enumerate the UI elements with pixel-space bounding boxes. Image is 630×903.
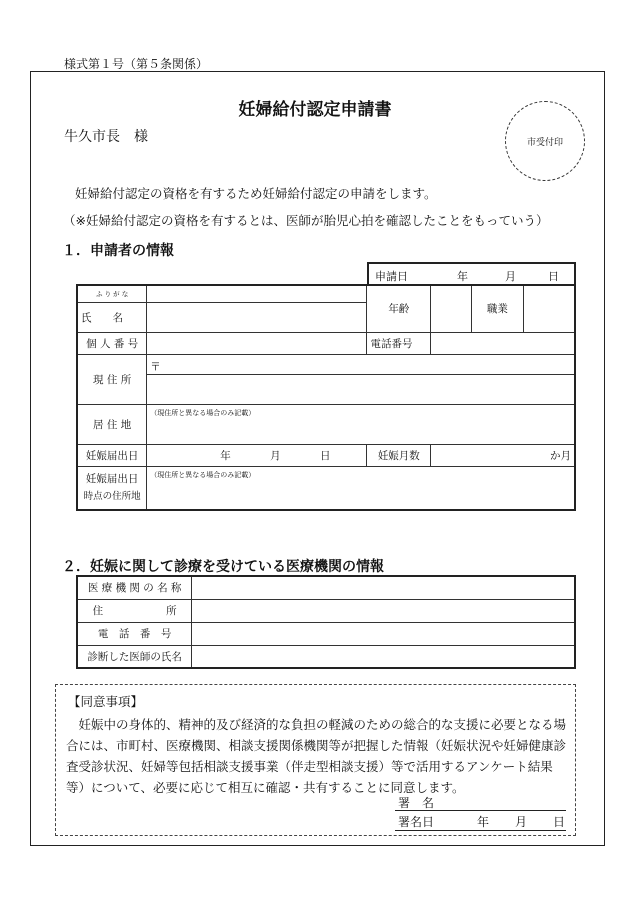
receipt-stamp-area [505, 101, 585, 181]
preg-date-field[interactable] [147, 444, 367, 466]
preg-year: 年 [220, 449, 231, 462]
application-date-label: 申請日 [375, 270, 408, 283]
application-date-row [367, 262, 576, 285]
preg-months-label: 妊娠月数 [367, 444, 431, 466]
doctor-name-label: 診断した医師の氏名 [77, 645, 192, 668]
section1-heading: １．申請者の情報 [62, 243, 174, 259]
date-month: 月 [505, 270, 516, 283]
institution-phone-field[interactable] [192, 622, 575, 645]
id-number-field[interactable] [147, 332, 367, 354]
signature-date-label: 署名日 [398, 815, 435, 829]
job-field[interactable] [523, 285, 575, 332]
address-label: 現 住 所 [77, 354, 147, 404]
signature-day: 日 [553, 815, 566, 829]
signature-year: 年 [477, 815, 490, 829]
intro-text: 妊婦給付認定の資格を有するため妊婦給付認定の申請をします。 [75, 186, 437, 201]
signature-month: 月 [515, 815, 528, 829]
institution-name-label: 医 療 機 関 の 名 称 [77, 576, 192, 599]
consent-heading: 【同意事項】 [68, 694, 144, 709]
signature-line[interactable] [395, 810, 566, 811]
section2-heading: ２．妊娠に関して診療を受けている医療機関の情報 [62, 559, 384, 575]
addressee: 牛久市長 様 [64, 129, 148, 145]
signature-date-line[interactable] [395, 830, 566, 831]
institution-address-label: 住 所 [77, 599, 192, 622]
institution-address-field[interactable] [192, 599, 575, 622]
phone-label: 電話番号 [367, 332, 431, 354]
signature-label: 署 名 [398, 796, 435, 810]
preg-month: 月 [270, 449, 281, 462]
preg-addr-label-1: 妊娠届出日 [85, 472, 139, 485]
id-number-label: 個 人 番 号 [77, 332, 147, 354]
preg-addr-label-2: 時点の住所地 [83, 490, 141, 502]
phone-field[interactable] [431, 332, 575, 354]
furigana-label: ふ り が な [77, 285, 147, 302]
applicant-table [76, 284, 576, 511]
institution-phone-label: 電 話 番 号 [77, 622, 192, 645]
name-label: 氏 名 [77, 302, 147, 332]
preg-date-label: 妊娠届出日 [77, 444, 147, 466]
doctor-name-field[interactable] [192, 645, 575, 668]
date-year: 年 [457, 270, 468, 283]
note-text: （※妊婦給付認定の資格を有するとは、医師が胎児心拍を確認したことをもっていう） [63, 213, 549, 228]
institution-name-field[interactable] [192, 576, 575, 599]
preg-addr-label [77, 466, 147, 510]
postal-code-field[interactable]: 〒 [147, 354, 575, 374]
job-label: 職業 [471, 285, 523, 332]
residence-field[interactable]: （現住所と異なる場合のみ記載） [147, 404, 575, 444]
form-title: 妊婦給付認定申請書 [238, 100, 392, 120]
consent-box [55, 684, 576, 836]
age-label: 年齢 [367, 285, 431, 332]
preg-day: 日 [319, 449, 331, 462]
form-label: 様式第１号（第５条関係） [64, 57, 209, 71]
name-field[interactable] [147, 302, 367, 332]
stamp-label: 市受付印 [526, 138, 563, 148]
furigana-field[interactable] [147, 285, 367, 302]
preg-addr-field[interactable]: （現住所と異なる場合のみ記載） [147, 466, 575, 510]
medical-institution-table [76, 575, 576, 669]
date-day: 日 [548, 270, 559, 283]
preg-months-field[interactable]: か月 [431, 444, 575, 466]
address-field[interactable] [147, 374, 575, 404]
age-field[interactable] [431, 285, 472, 332]
consent-text: 妊娠中の身体的、精神的及び経済的な負担の軽減のための総合的な支援に必要となる場合には、市町村、医療機関、相談支援関係機関等が把握した情報（妊娠状況や妊婦健康診査受診状況、妊婦等包括相談支援事業（伴走型相談支援）等で活用するアンケート結果等）について、必要に応じて相互に確認・共有することに同意します。 [66, 717, 567, 795]
residence-label: 居 住 地 [77, 404, 147, 444]
